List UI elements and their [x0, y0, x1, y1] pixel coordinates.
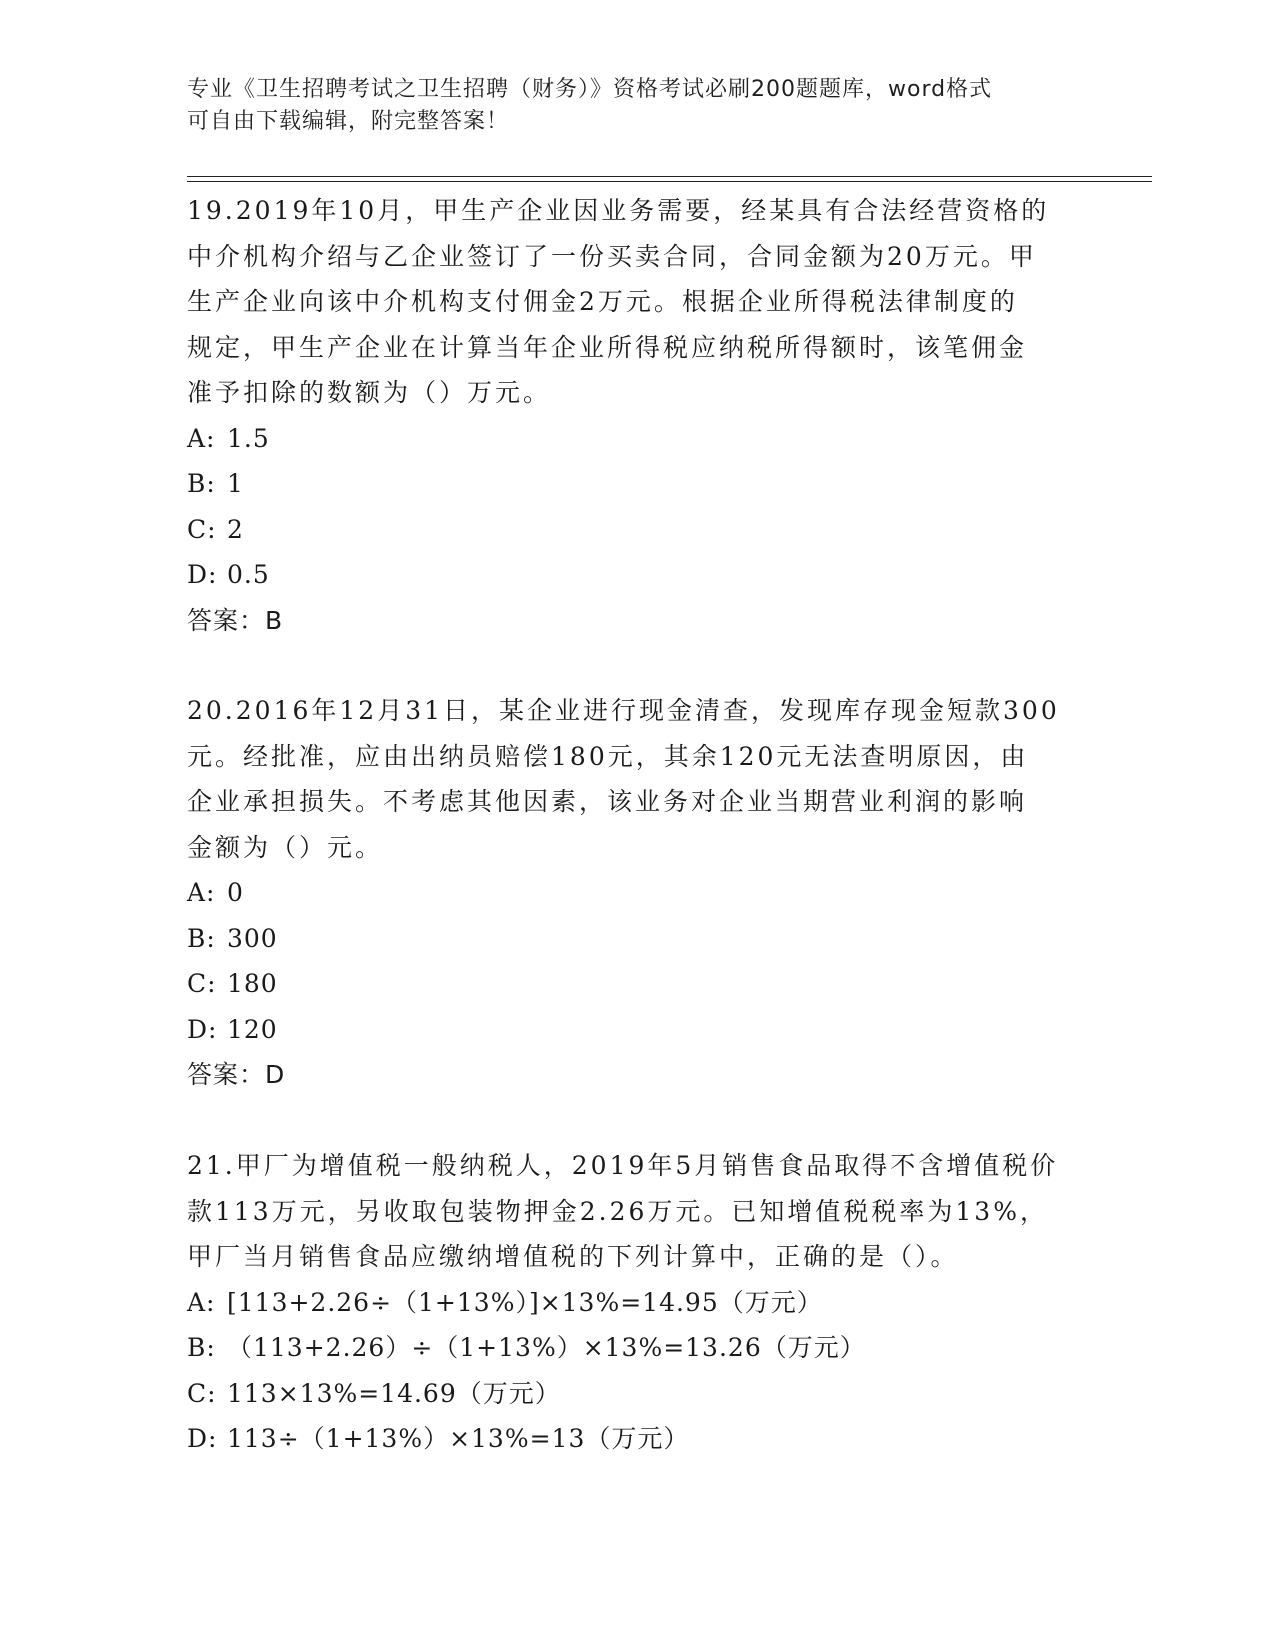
option-text: 113÷（1+13%）×13%=13（万元）	[227, 1424, 690, 1453]
option-key: C:	[187, 1378, 217, 1408]
stem-line: 甲厂当月销售食品应缴纳增值税的下列计算中，正确的是（）。	[187, 1242, 959, 1271]
option-text: [113+2.26÷（1+13%）]×13%=14.95（万元）	[227, 1287, 823, 1317]
option-text: 300	[227, 923, 278, 953]
option-key: B:	[187, 469, 216, 498]
option-text: 120	[227, 1014, 278, 1044]
stem-line: 20.2016年12月31日，某企业进行现金清查，发现库存现金短款300	[187, 696, 1060, 725]
header-divider-bottom	[187, 181, 1152, 182]
stem-line: 元。经批准，应由出纳员赔偿180元，其余120元无法查明原因，由	[187, 741, 1029, 771]
question-stem	[187, 188, 1087, 416]
question-21	[187, 1143, 1087, 1462]
option-key: B:	[187, 923, 216, 953]
option-text: 0	[227, 878, 244, 907]
option-key: C:	[187, 514, 217, 544]
option-c	[187, 1371, 1087, 1417]
question-20	[187, 688, 1087, 1098]
option-text: 0.5	[227, 560, 270, 589]
header-title-line-1: 专业《卫生招聘考试之卫生招聘（财务）》资格考试必刷200题题库，word格式	[187, 77, 993, 102]
option-text: 2	[227, 514, 244, 544]
stem-line: 准予扣除的数额为（）万元。	[187, 378, 552, 407]
option-key: C:	[187, 969, 217, 998]
header-title-line-2: 可自由下载编辑，附完整答案！	[187, 109, 510, 134]
option-text: 1	[227, 469, 244, 498]
answer-line: 答案：B	[187, 605, 284, 635]
header-divider-top	[187, 176, 1152, 177]
option-b	[187, 1325, 1087, 1371]
option-a	[187, 416, 1087, 462]
stem-line: 规定，甲生产企业在计算当年企业所得税应纳税所得额时，该笔佣金	[187, 332, 1028, 362]
option-text: （113+2.26）÷（1+13%）×13%=13.26（万元）	[227, 1333, 866, 1362]
question-19	[187, 188, 1087, 643]
option-key: B:	[187, 1333, 216, 1362]
page-header	[187, 74, 1067, 138]
option-key: A:	[187, 1287, 216, 1317]
question-stem	[187, 1143, 1087, 1280]
stem-line: 生产企业向该中介机构支付佣金2万元。根据企业所得税法律制度的	[187, 287, 1018, 316]
option-key: D:	[187, 560, 218, 589]
option-c	[187, 961, 1087, 1007]
option-d	[187, 552, 1087, 598]
option-a	[187, 1280, 1087, 1326]
option-c	[187, 507, 1087, 553]
stem-line: 21.甲厂为增值税一般纳税人，2019年5月销售食品取得不含增值税价	[187, 1151, 1059, 1180]
option-key: D:	[187, 1424, 218, 1453]
stem-line: 19.2019年10月，甲生产企业因业务需要，经某具有合法经营资格的	[187, 196, 1050, 225]
answer-line: 答案：D	[187, 1060, 286, 1089]
option-key: D:	[187, 1014, 218, 1044]
stem-line: 中介机构介绍与乙企业签订了一份买卖合同，合同金额为20万元。甲	[187, 241, 1037, 271]
stem-line: 金额为（）元。	[187, 832, 384, 862]
option-key: A:	[187, 423, 216, 453]
option-b	[187, 916, 1087, 962]
option-b	[187, 461, 1087, 507]
option-text: 180	[227, 969, 278, 998]
option-a	[187, 870, 1087, 916]
option-key: A:	[187, 878, 216, 907]
question-stem	[187, 688, 1087, 870]
stem-line: 企业承担损失。不考虑其他因素，该业务对企业当期营业利润的影响	[187, 787, 1028, 816]
option-d	[187, 1007, 1087, 1053]
option-text: 113×13%=14.69（万元）	[227, 1378, 561, 1408]
stem-line: 款113万元，另收取包装物押金2.26万元。已知增值税税率为13%，	[187, 1196, 1048, 1226]
option-d	[187, 1416, 1087, 1462]
option-text: 1.5	[227, 423, 270, 453]
